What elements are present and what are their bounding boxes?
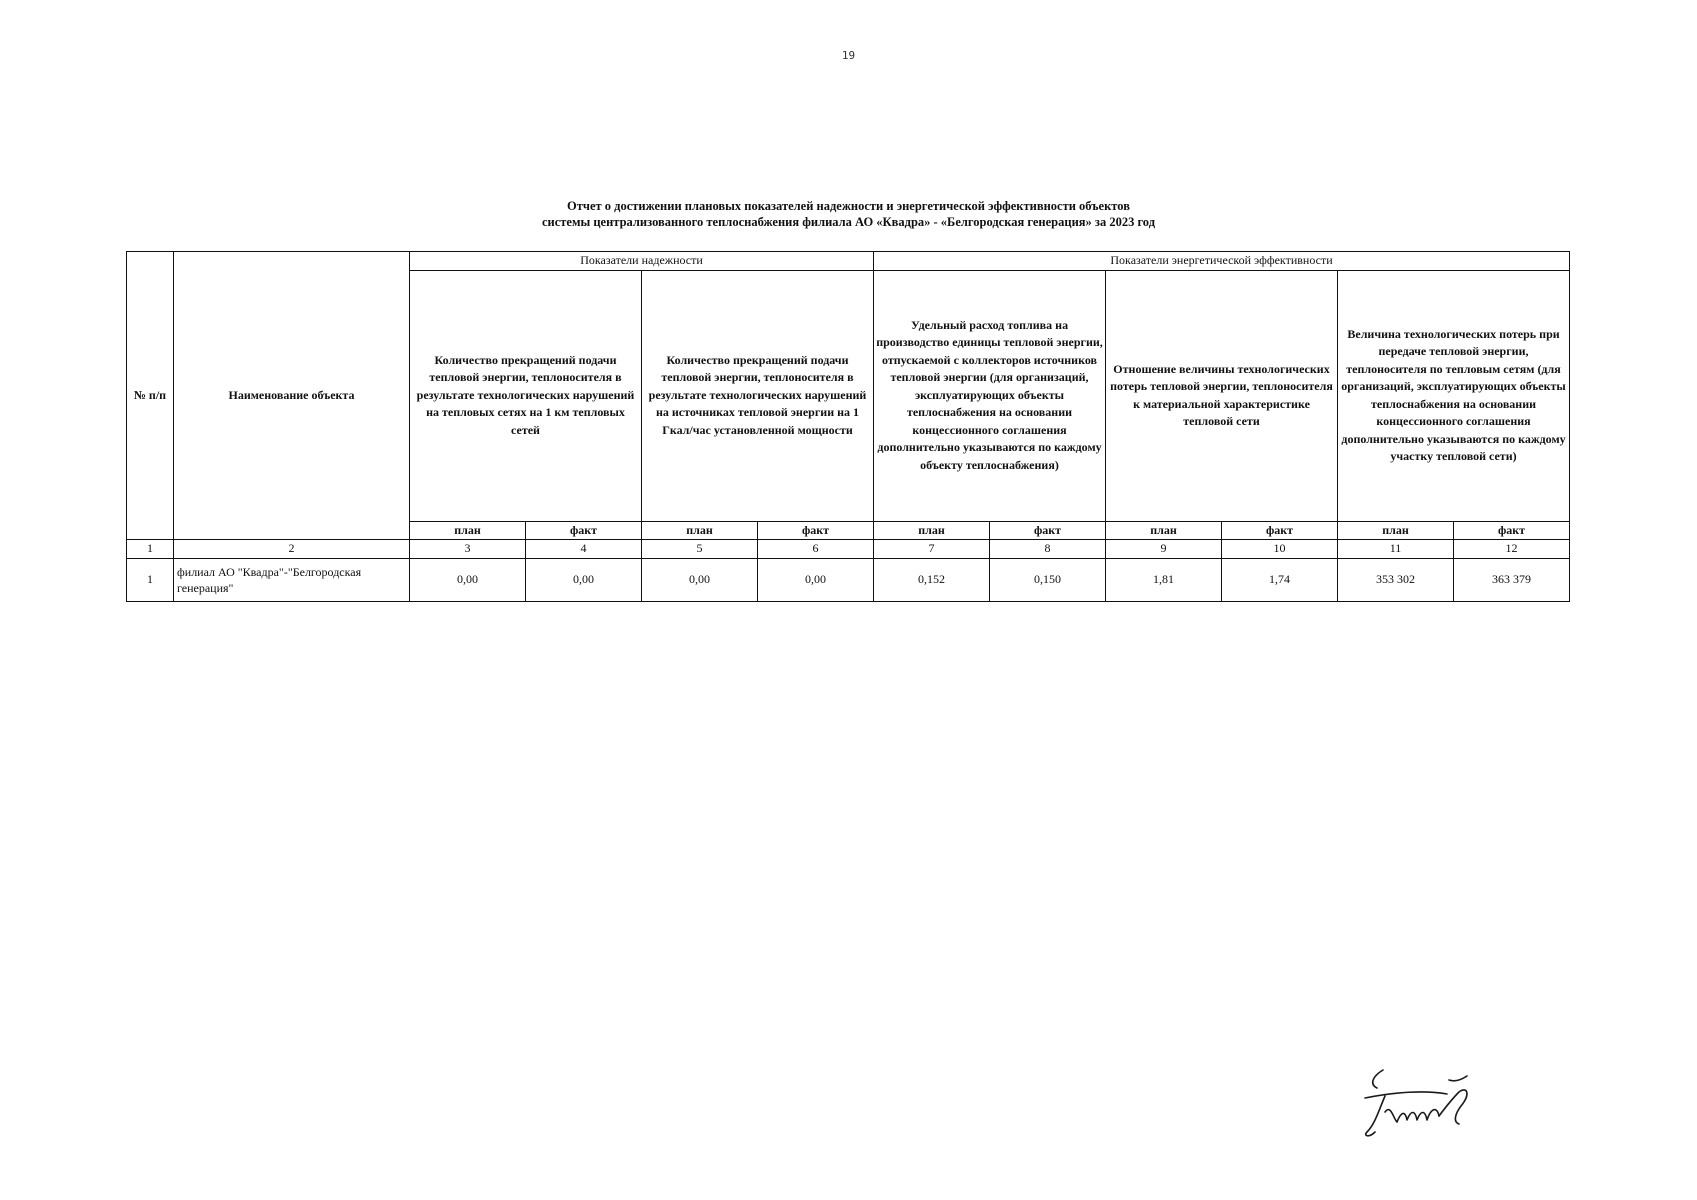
indicator-header: Отношение величины технологических потерь тепловой энергии, теплоносителя к материальной характеристике тепловой сети — [1106, 270, 1338, 521]
value-cell: 0,00 — [526, 558, 642, 601]
column-number-row — [127, 540, 1570, 559]
row-number: 1 — [127, 558, 174, 601]
fact-label: факт — [1454, 521, 1570, 540]
col-name-header: Наименование объекта — [174, 252, 410, 540]
value-cell: 363 379 — [1454, 558, 1570, 601]
value-cell: 0,152 — [874, 558, 990, 601]
fact-label: факт — [990, 521, 1106, 540]
column-number: 11 — [1338, 540, 1454, 559]
report-title — [0, 198, 1697, 230]
object-name: филиал АО "Квадра"-"Белгородская генерация" — [174, 558, 410, 601]
page-number: 19 — [841, 49, 856, 62]
column-number: 1 — [127, 540, 174, 559]
value-cell: 0,00 — [758, 558, 874, 601]
column-number: 4 — [526, 540, 642, 559]
column-number: 9 — [1106, 540, 1222, 559]
col-num-header: № п/п — [127, 252, 174, 540]
fact-label: факт — [758, 521, 874, 540]
column-number: 5 — [642, 540, 758, 559]
title-line-1: Отчет о достижении плановых показателей надежности и энергетической эффективности объектов — [567, 199, 1130, 213]
value-cell: 0,00 — [642, 558, 758, 601]
group-efficiency-header: Показатели энергетической эффективности — [874, 252, 1570, 271]
report-table-container — [126, 251, 1570, 602]
plan-label: план — [642, 521, 758, 540]
fact-label: факт — [1222, 521, 1338, 540]
column-number: 12 — [1454, 540, 1570, 559]
plan-label: план — [1106, 521, 1222, 540]
title-line-2: системы централизованного теплоснабжения филиала АО «Квадра» - «Белгородская генерация» за 2023 год — [541, 215, 1156, 229]
column-number: 7 — [874, 540, 990, 559]
value-cell: 1,74 — [1222, 558, 1338, 601]
column-number: 3 — [410, 540, 526, 559]
plan-label: план — [410, 521, 526, 540]
table-row — [127, 558, 1570, 601]
indicator-header: Количество прекращений подачи тепловой энергии, теплоносителя в результате технологических нарушений на тепловых сетях на 1 км тепловых сетей — [410, 270, 642, 521]
indicator-header: Удельный расход топлива на производство единицы тепловой энергии, отпускаемой с коллекторов источников тепловой энергии (для организаций, эксплуатирующих объекты теплоснабжения на основании концессионного соглашения дополнительно указываются по каждому объекту теплоснабжения) — [874, 270, 1106, 521]
value-cell: 0,00 — [410, 558, 526, 601]
column-number: 2 — [174, 540, 410, 559]
report-table — [126, 251, 1570, 602]
plan-label: план — [1338, 521, 1454, 540]
value-cell: 353 302 — [1338, 558, 1454, 601]
column-number: 8 — [990, 540, 1106, 559]
group-reliability-header: Показатели надежности — [410, 252, 874, 271]
value-cell: 1,81 — [1106, 558, 1222, 601]
plan-label: план — [874, 521, 990, 540]
indicator-header: Величина технологических потерь при передаче тепловой энергии, теплоносителя по тепловым сетям (для организаций, эксплуатирующих объекты теплоснабжения на основании концессионного соглашения дополнительно указываются по каждому участку тепловой сети) — [1338, 270, 1570, 521]
indicator-header: Количество прекращений подачи тепловой энергии, теплоносителя в результате технологических нарушений на источниках тепловой энергии на 1 Гкал/час установленной мощности — [642, 270, 874, 521]
column-number: 10 — [1222, 540, 1338, 559]
column-number: 6 — [758, 540, 874, 559]
fact-label: факт — [526, 521, 642, 540]
value-cell: 0,150 — [990, 558, 1106, 601]
group-header-row — [127, 252, 1570, 271]
signature-image — [1355, 1060, 1490, 1145]
